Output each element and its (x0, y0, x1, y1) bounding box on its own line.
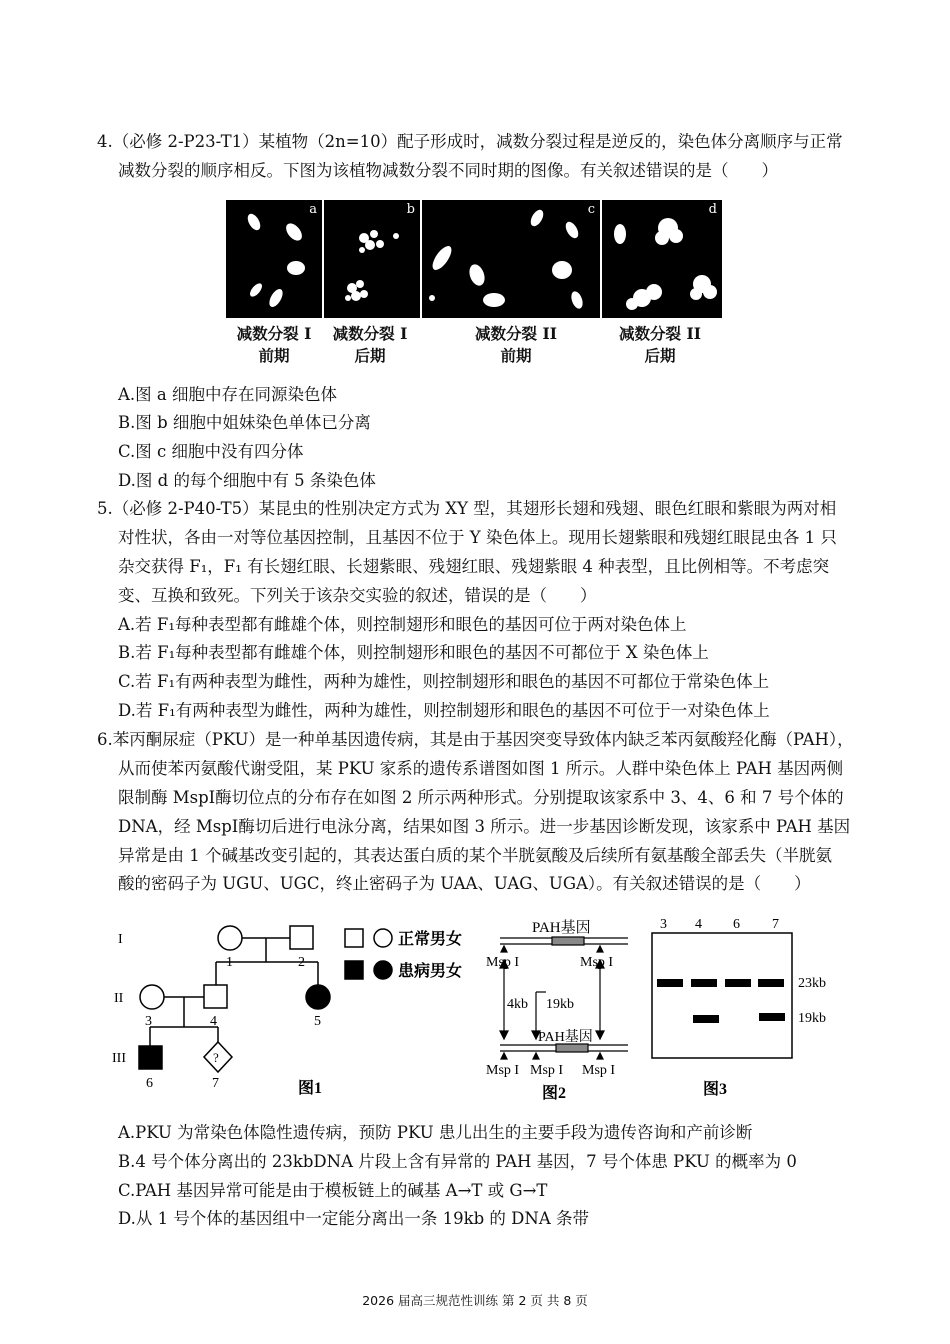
legend-affected-label: 患病男女 (398, 963, 463, 980)
q5-stem-line2: 对性状，各由一对等位基因控制，且基因不位于 Y 染色体上。现用长翅紫眼和残翅红眼昆虫各 1 只 (118, 528, 837, 547)
band-size-19kb: 19kb (798, 1011, 826, 1026)
caption-c-stage: 减数分裂 II (475, 324, 557, 343)
caption-a-stage: 减数分裂 I (236, 324, 312, 343)
q4-option-d: D.图 d 的每个细胞中有 5 条染色体 (118, 471, 376, 490)
figure2-caption: 图2 (542, 1085, 567, 1102)
fragment-4kb-label: 4kb (507, 997, 528, 1012)
q5-option-b: B.若 F₁每种表型都有雌雄个体，则控制翅形和眼色的基因不可都位于 X 染色体上 (118, 643, 709, 662)
chromosome-blobs-c (422, 200, 600, 318)
unknown-mark: ? (213, 1050, 219, 1065)
generation-label-iii: III (112, 1051, 126, 1066)
lane-label-3: 3 (660, 917, 667, 932)
band-size-23kb: 23kb (798, 976, 826, 991)
q6-stem-line5: 异常是由 1 个碱基改变引起的，其表达蛋白质的某个半胱氨酸及后续所有氨基酸全部丢失（半胱氨 (118, 846, 832, 865)
caption-a-phase: 前期 (258, 346, 290, 365)
pah-gene-label-top: PAH基因 (532, 920, 591, 936)
msp-label-2: Msp I (580, 955, 614, 970)
legend-normal-label: 正常男女 (398, 931, 463, 948)
q4-stem-line2: 减数分裂的顺序相反。下图为该植物减数分裂不同时期的图像。有关叙述错误的是（ ） (118, 161, 778, 180)
individual-number-7: 7 (212, 1076, 219, 1091)
q5-option-c: C.若 F₁有两种表型为雌性，两种为雄性，则控制翅形和眼色的基因不可都位于常染色体上 (118, 672, 770, 691)
msp-label-5: Msp I (582, 1063, 616, 1078)
caption-b (320, 322, 420, 366)
micrograph-b (324, 200, 420, 318)
q6-stem-line6: 酸的密码子为 UGU、UGC，终止密码子为 UAA、UAG、UGA）。有关叙述错误的是（ ） (118, 874, 811, 893)
q6-option-a: A.PKU 为常染色体隐性遗传病，预防 PKU 患儿出生的主要手段为遗传咨询和产前诊断 (118, 1123, 753, 1142)
pedigree-figure (100, 905, 480, 1105)
q4-option-b: B.图 b 细胞中姐妹染色单体已分离 (118, 413, 371, 432)
gel-figure (645, 910, 845, 1100)
chromosome-blobs-d (602, 200, 722, 318)
caption-d-stage: 减数分裂 II (619, 324, 701, 343)
individual-number-2: 2 (298, 955, 305, 970)
micrograph-d (602, 200, 722, 318)
individual-number-1: 1 (226, 955, 233, 970)
q5-stem-line3: 杂交获得 F₁，F₁ 有长翅红眼、长翅紫眼、残翅红眼、残翅紫眼 4 种表型，且比例相等。不考虑突 (118, 557, 830, 576)
q6-stem-line4: DNA，经 MspI酶切后进行电泳分离，结果如图 3 所示。进一步基因诊断发现，该家系中 PAH 基因 (118, 817, 851, 836)
q5-stem-line1: 5.（必修 2-P40-T5）某昆虫的性别决定方式为 XY 型，其翅形长翅和残翅、眼色红眼和紫眼为两对相 (97, 499, 837, 518)
q6-option-b: B.4 号个体分离出的 23kbDNA 片段上含有异常的 PAH 基因，7 号个体患 PKU 的概率为 0 (118, 1152, 797, 1171)
caption-a (224, 322, 324, 366)
lane-label-4: 4 (695, 917, 702, 932)
individual-number-4: 4 (210, 1014, 217, 1029)
chromosome-blobs-a (226, 200, 322, 318)
figure3-caption: 图3 (703, 1081, 728, 1098)
q5-option-a: A.若 F₁每种表型都有雌雄个体，则控制翅形和眼色的基因可位于两对染色体上 (118, 615, 687, 634)
micrograph-a (226, 200, 322, 318)
generation-label-i: I (118, 932, 123, 947)
generation-label-ii: II (114, 991, 124, 1006)
individual-number-6: 6 (146, 1076, 153, 1091)
micrograph-c (422, 200, 600, 318)
msp-label-1: Msp I (486, 955, 520, 970)
q6-option-d: D.从 1 号个体的基因组中一定能分离出一条 19kb 的 DNA 条带 (118, 1209, 589, 1228)
caption-c-phase: 前期 (500, 346, 532, 365)
q6-stem-line2: 从而使苯丙氨酸代谢受阻，某 PKU 家系的遗传系谱图如图 1 所示。人群中染色体上 PAH 基因两侧 (118, 759, 844, 778)
q6-option-c: C.PAH 基因异常可能是由于模板链上的碱基 A→T 或 G→T (118, 1181, 548, 1200)
msp-site-figure (480, 910, 640, 1105)
panel-letter-d: d (708, 202, 717, 217)
caption-b-stage: 减数分裂 I (332, 324, 408, 343)
lane-label-7: 7 (772, 917, 779, 932)
msp-label-3: Msp I (486, 1063, 520, 1078)
q4-stem-line1: 4.（必修 2-P23-T1）某植物（2n=10）配子形成时，减数分裂过程是逆反的，染色体分离顺序与正常 (97, 132, 843, 151)
lane-label-6: 6 (733, 917, 740, 932)
chromosome-blobs-b (324, 200, 420, 318)
page-footer: 2026 届高三规范性训练 第 2 页 共 8 页 (362, 1293, 588, 1308)
caption-d (610, 322, 710, 366)
panel-letter-b: b (406, 202, 415, 217)
q6-stem-line3: 限制酶 MspI酶切位点的分布存在如图 2 所示两种形式。分别提取该家系中 3、4、6 和 7 号个体的 (118, 788, 844, 807)
panel-letter-a: a (309, 202, 317, 217)
panel-letter-c: c (587, 202, 595, 217)
msp-label-4: Msp I (530, 1063, 564, 1078)
q4-option-a: A.图 a 细胞中存在同源染色体 (118, 385, 337, 404)
q5-option-d: D.若 F₁有两种表型为雌性，两种为雄性，则控制翅形和眼色的基因不可位于一对染色体上 (118, 701, 770, 720)
q4-option-c: C.图 c 细胞中没有四分体 (118, 442, 304, 461)
individual-number-5: 5 (314, 1014, 321, 1029)
q6-stem-line1: 6.苯丙酮尿症（PKU）是一种单基因遗传病，其是由于基因突变导致体内缺乏苯丙氨酸羟化酶（PAH）， (97, 730, 854, 749)
fragment-19kb-label: 19kb (546, 997, 574, 1012)
individual-number-3: 3 (145, 1014, 152, 1029)
caption-d-phase: 后期 (644, 346, 676, 365)
pah-gene-label-bottom: PAH基因 (538, 1030, 593, 1045)
figure1-caption: 图1 (298, 1080, 323, 1097)
caption-c (466, 322, 566, 366)
caption-b-phase: 后期 (354, 346, 386, 365)
q5-stem-line4: 变、互换和致死。下列关于该杂交实验的叙述，错误的是（ ） (118, 586, 597, 605)
